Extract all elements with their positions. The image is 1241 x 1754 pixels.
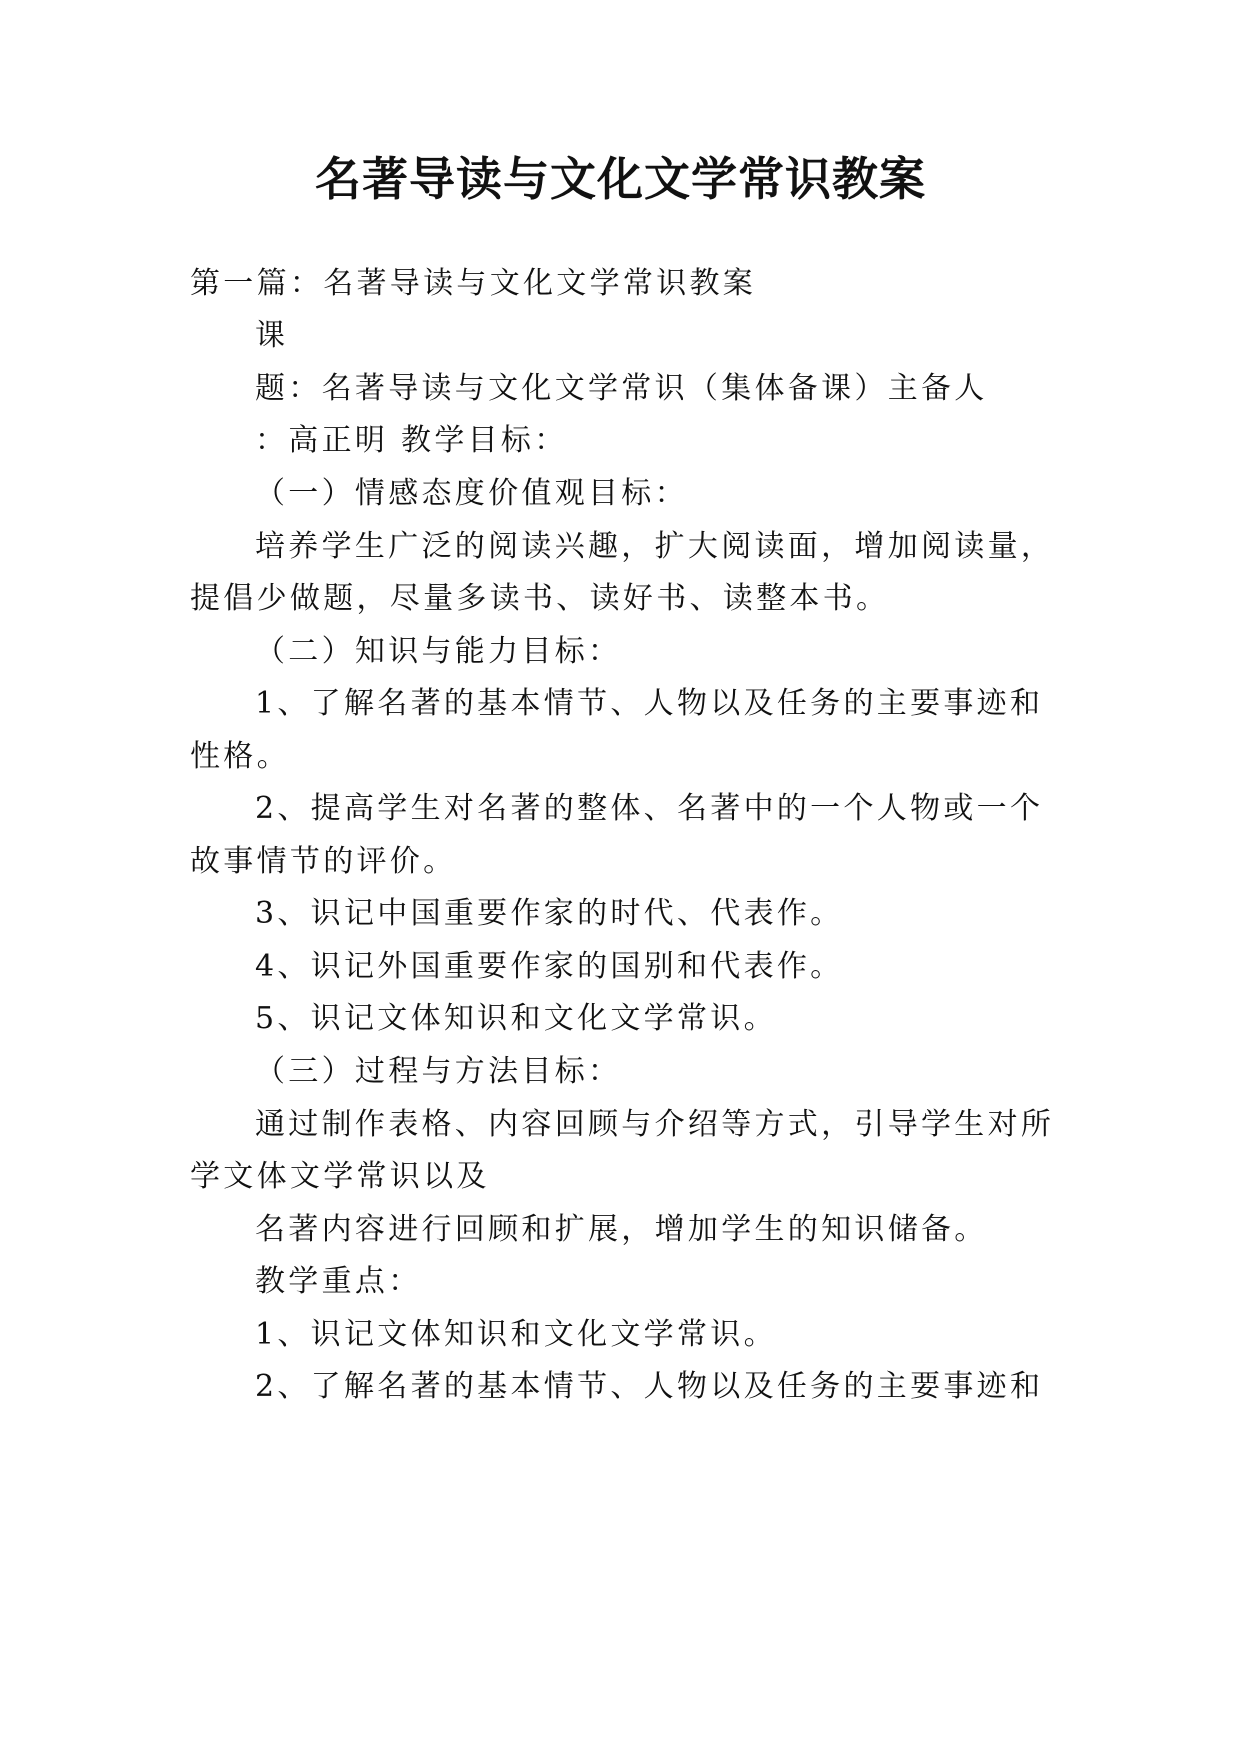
text-line: 1、了解名著的基本情节、人物以及任务的主要事迹和	[255, 686, 1044, 721]
text-line: （二）知识与能力目标：	[255, 634, 622, 669]
text-line: 4、识记外国重要作家的国别和代表作。	[255, 949, 844, 984]
document-title: 名著导读与文化文学常识教案	[315, 152, 926, 206]
text-line: 教学重点：	[255, 1264, 422, 1299]
text-line: 1、识记文体知识和文化文学常识。	[255, 1317, 777, 1352]
text-line: 2、提高学生对名著的整体、名著中的一个人物或一个	[255, 791, 1044, 826]
text-line: 培养学生广泛的阅读兴趣，扩大阅读面，增加阅读量，	[255, 529, 1055, 564]
text-line: 性格。	[190, 739, 290, 774]
text-line: （三）过程与方法目标：	[255, 1054, 622, 1089]
text-line: 2、了解名著的基本情节、人物以及任务的主要事迹和	[255, 1369, 1044, 1404]
text-line: 通过制作表格、内容回顾与介绍等方式，引导学生对所	[255, 1107, 1055, 1142]
text-line: 题：名著导读与文化文学常识（集体备课）主备人	[255, 371, 988, 406]
text-line: 第一篇：名著导读与文化文学常识教案	[190, 266, 757, 301]
text-line: （一）情感态度价值观目标：	[255, 476, 688, 511]
text-line: 5、识记文体知识和文化文学常识。	[255, 1001, 777, 1036]
text-line: 3、识记中国重要作家的时代、代表作。	[255, 896, 844, 931]
text-line: 学文体文学常识以及	[190, 1159, 490, 1194]
text-line: ：高正明 教学目标：	[255, 423, 568, 458]
text-line: 故事情节的评价。	[190, 844, 457, 879]
text-line: 提倡少做题，尽量多读书、读好书、读整本书。	[190, 581, 890, 616]
text-line: 课	[255, 318, 289, 353]
text-line: 名著内容进行回顾和扩展，增加学生的知识储备。	[255, 1212, 988, 1247]
